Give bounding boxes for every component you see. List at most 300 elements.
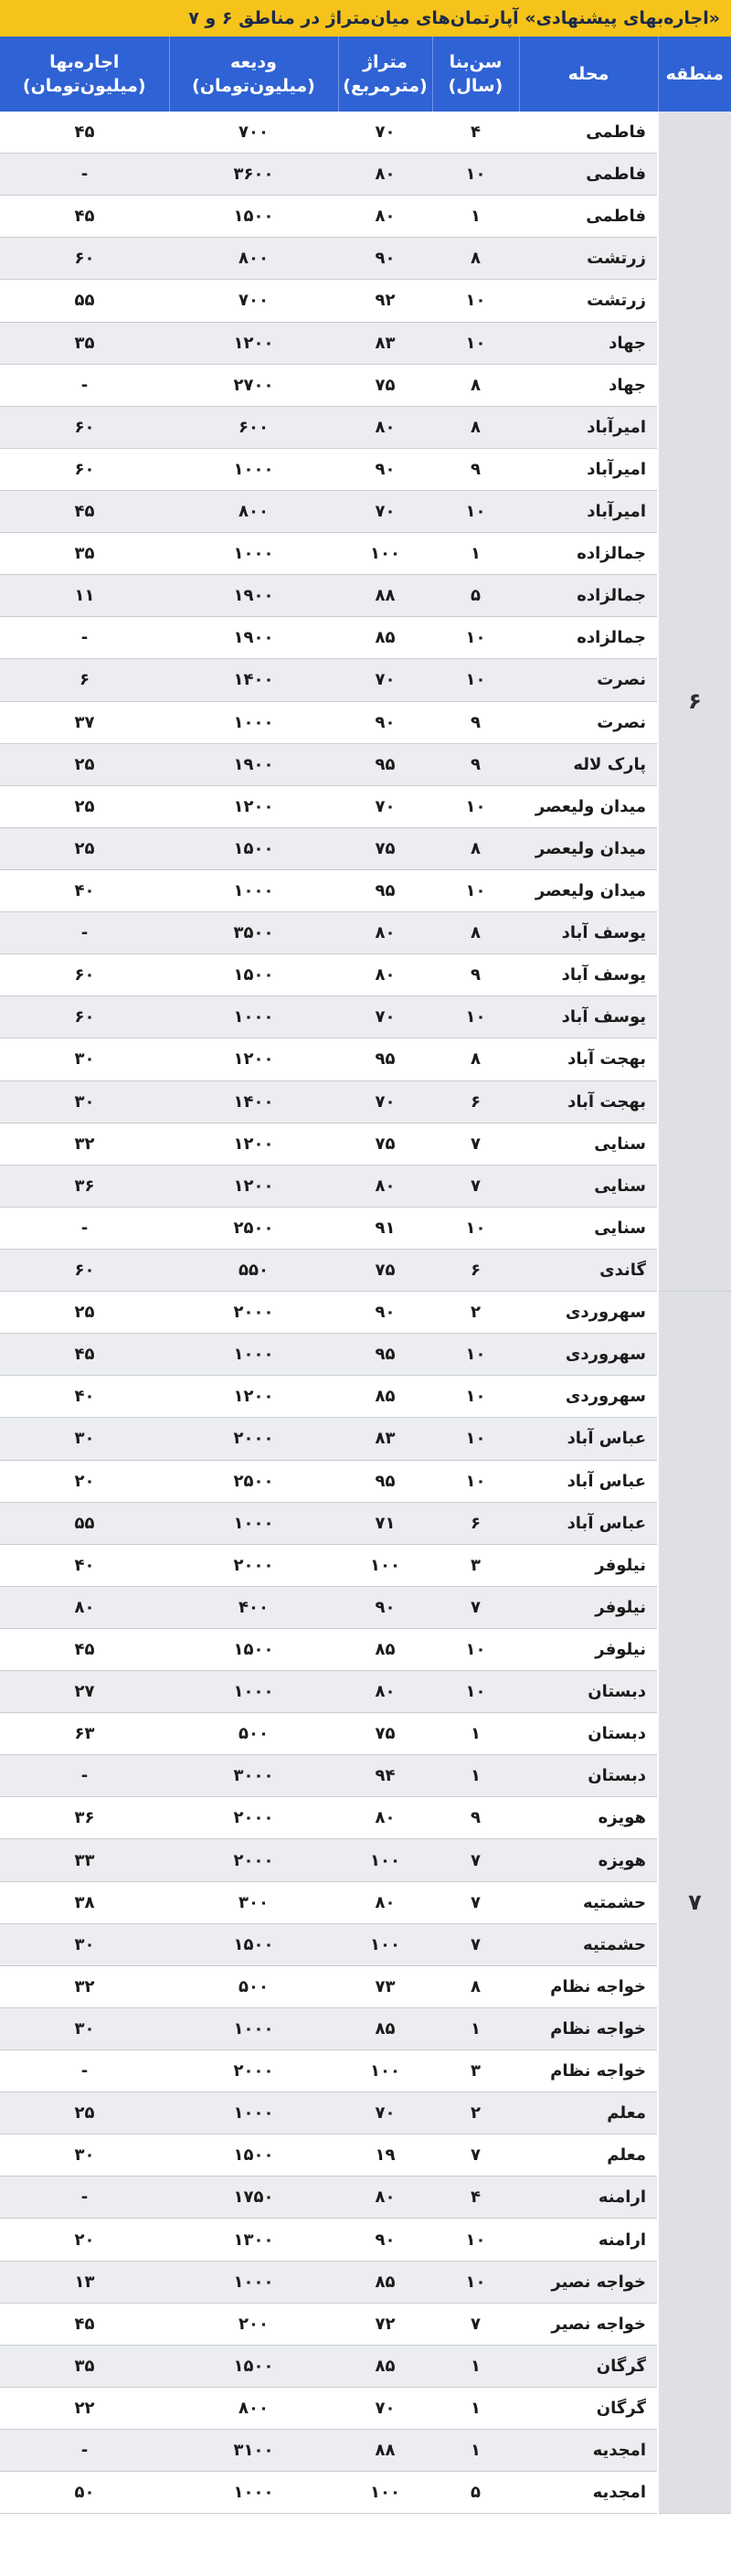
age-cell: ۱۰ — [432, 1334, 519, 1376]
neighborhood-cell: معلم — [519, 2134, 658, 2177]
age-cell: ۹ — [432, 701, 519, 743]
age-cell: ۱۰ — [432, 1418, 519, 1460]
neighborhood-cell: سنایی — [519, 1207, 658, 1249]
deposit-cell: ۲۰۰۰ — [169, 1292, 338, 1334]
deposit-cell: ۲۵۰۰ — [169, 1460, 338, 1502]
deposit-cell: ۱۳۰۰ — [169, 2219, 338, 2261]
area-cell: ۸۳ — [338, 1418, 432, 1460]
age-cell: ۸ — [432, 912, 519, 954]
deposit-cell: ۱۵۰۰ — [169, 827, 338, 869]
age-cell: ۱۰ — [432, 1376, 519, 1418]
area-cell: ۷۰ — [338, 996, 432, 1038]
deposit-cell: ۱۰۰۰ — [169, 996, 338, 1038]
area-cell: ۷۰ — [338, 659, 432, 701]
rent-cell: - — [0, 2430, 169, 2472]
table-row — [0, 912, 731, 954]
rent-cell: ۳۳ — [0, 1839, 169, 1881]
table-row — [0, 954, 731, 996]
rent-cell: - — [0, 1755, 169, 1797]
deposit-cell: ۷۰۰ — [169, 112, 338, 154]
neighborhood-cell: سهروردی — [519, 1376, 658, 1418]
table-row — [0, 490, 731, 532]
area-cell: ۱۰۰ — [338, 1923, 432, 1965]
neighborhood-cell: عباس آباد — [519, 1460, 658, 1502]
area-cell: ۸۵ — [338, 1376, 432, 1418]
deposit-cell: ۲۰۰۰ — [169, 2050, 338, 2092]
deposit-cell: ۱۲۰۰ — [169, 1165, 338, 1207]
neighborhood-cell: یوسف آباد — [519, 912, 658, 954]
neighborhood-cell: عباس آباد — [519, 1502, 658, 1544]
area-cell: ۹۰ — [338, 1586, 432, 1628]
age-cell: ۷ — [432, 1586, 519, 1628]
neighborhood-cell: دبستان — [519, 1713, 658, 1755]
neighborhood-cell: خواجه نظام — [519, 2007, 658, 2049]
area-cell: ۷۱ — [338, 1502, 432, 1544]
deposit-cell: ۲۰۰۰ — [169, 1839, 338, 1881]
table-row — [0, 617, 731, 659]
neighborhood-cell: ارامنه — [519, 2177, 658, 2219]
age-cell: ۹ — [432, 448, 519, 490]
region-cell: ۶ — [658, 112, 731, 1292]
deposit-cell: ۱۲۰۰ — [169, 1038, 338, 1080]
area-cell: ۷۰ — [338, 2387, 432, 2429]
table-row — [0, 2219, 731, 2261]
deposit-cell: ۱۲۰۰ — [169, 1123, 338, 1165]
age-cell: ۸ — [432, 364, 519, 406]
age-cell: ۹ — [432, 1797, 519, 1839]
rent-cell: ۵۵ — [0, 1502, 169, 1544]
neighborhood-cell: میدان ولیعصر — [519, 785, 658, 827]
neighborhood-cell: فاطمی — [519, 112, 658, 154]
rent-cell: ۳۰ — [0, 1080, 169, 1123]
age-cell: ۱۰ — [432, 996, 519, 1038]
neighborhood-cell: بهجت آباد — [519, 1038, 658, 1080]
table-row — [0, 2472, 731, 2514]
table-row — [0, 1080, 731, 1123]
neighborhood-cell: امیرآباد — [519, 490, 658, 532]
table-row — [0, 575, 731, 617]
area-cell: ۹۲ — [338, 280, 432, 322]
neighborhood-cell: معلم — [519, 2092, 658, 2134]
rent-cell: ۳۵ — [0, 2345, 169, 2387]
rent-cell: ۳۶ — [0, 1165, 169, 1207]
rent-cell: ۳۰ — [0, 1038, 169, 1080]
area-cell: ۸۰ — [338, 912, 432, 954]
deposit-cell: ۱۲۰۰ — [169, 322, 338, 364]
area-cell: ۹۰ — [338, 448, 432, 490]
area-cell: ۱۰۰ — [338, 1839, 432, 1881]
age-cell: ۶ — [432, 1080, 519, 1123]
deposit-cell: ۳۵۰۰ — [169, 912, 338, 954]
age-cell: ۷ — [432, 1839, 519, 1881]
rent-cell: ۶۰ — [0, 406, 169, 448]
neighborhood-cell: عباس آباد — [519, 1418, 658, 1460]
table-row — [0, 1123, 731, 1165]
table-row — [0, 827, 731, 869]
area-cell: ۱۰۰ — [338, 2472, 432, 2514]
age-cell: ۱۰ — [432, 1671, 519, 1713]
neighborhood-cell: میدان ولیعصر — [519, 827, 658, 869]
rent-cell: ۳۰ — [0, 2007, 169, 2049]
deposit-cell: ۱۰۰۰ — [169, 2472, 338, 2514]
age-cell: ۱۰ — [432, 322, 519, 364]
age-cell: ۵ — [432, 575, 519, 617]
area-cell: ۸۵ — [338, 2261, 432, 2303]
neighborhood-cell: امیرآباد — [519, 406, 658, 448]
table-row — [0, 659, 731, 701]
table-row — [0, 1334, 731, 1376]
rent-cell: ۳۰ — [0, 1418, 169, 1460]
table-body — [0, 112, 731, 2514]
area-cell: ۱۰۰ — [338, 533, 432, 575]
rent-cell: - — [0, 912, 169, 954]
neighborhood-cell: جمالزاده — [519, 575, 658, 617]
age-cell: ۱۰ — [432, 785, 519, 827]
neighborhood-cell: خواجه نصیر — [519, 2303, 658, 2345]
neighborhood-cell: گاندی — [519, 1249, 658, 1291]
rent-cell: - — [0, 154, 169, 196]
age-cell: ۹ — [432, 743, 519, 785]
area-cell: ۹۵ — [338, 1038, 432, 1080]
rent-cell: - — [0, 2050, 169, 2092]
age-cell: ۱۰ — [432, 154, 519, 196]
table-row — [0, 1839, 731, 1881]
age-cell: ۱ — [432, 1755, 519, 1797]
neighborhood-cell: پارک لاله — [519, 743, 658, 785]
rent-cell: ۱۱ — [0, 575, 169, 617]
neighborhood-cell: نیلوفر — [519, 1628, 658, 1670]
rent-cell: ۴۵ — [0, 112, 169, 154]
rent-cell: ۶۰ — [0, 996, 169, 1038]
rent-cell: ۴۵ — [0, 196, 169, 238]
table-row — [0, 1923, 731, 1965]
deposit-cell: ۱۹۰۰ — [169, 617, 338, 659]
age-cell: ۱۰ — [432, 2219, 519, 2261]
rent-cell: ۳۲ — [0, 1123, 169, 1165]
deposit-cell: ۱۹۰۰ — [169, 575, 338, 617]
deposit-cell: ۱۰۰۰ — [169, 448, 338, 490]
table-row — [0, 2430, 731, 2472]
deposit-cell: ۵۰۰ — [169, 1965, 338, 2007]
neighborhood-cell: سنایی — [519, 1165, 658, 1207]
area-cell: ۸۸ — [338, 575, 432, 617]
area-cell: ۸۰ — [338, 154, 432, 196]
area-cell: ۷۵ — [338, 364, 432, 406]
age-cell: ۱۰ — [432, 490, 519, 532]
age-cell: ۳ — [432, 2050, 519, 2092]
rent-cell: ۶۰ — [0, 238, 169, 280]
deposit-cell: ۲۵۰۰ — [169, 1207, 338, 1249]
neighborhood-cell: ارامنه — [519, 2219, 658, 2261]
table-row — [0, 406, 731, 448]
neighborhood-cell: زرتشت — [519, 238, 658, 280]
area-cell: ۹۰ — [338, 1292, 432, 1334]
table-row — [0, 1755, 731, 1797]
area-cell: ۷۵ — [338, 1249, 432, 1291]
title-banner — [0, 0, 731, 37]
table-row — [0, 1376, 731, 1418]
area-cell: ۹۵ — [338, 869, 432, 911]
age-cell: ۱ — [432, 533, 519, 575]
age-cell: ۱۰ — [432, 869, 519, 911]
area-cell: ۹۰ — [338, 2219, 432, 2261]
table-row — [0, 322, 731, 364]
table-row — [0, 2007, 731, 2049]
deposit-cell: ۱۰۰۰ — [169, 869, 338, 911]
rent-cell: ۱۳ — [0, 2261, 169, 2303]
area-cell: ۸۸ — [338, 2430, 432, 2472]
area-cell: ۹۴ — [338, 1755, 432, 1797]
table-row — [0, 2050, 731, 2092]
deposit-cell: ۵۵۰ — [169, 1249, 338, 1291]
deposit-cell: ۱۵۰۰ — [169, 954, 338, 996]
rent-cell: - — [0, 1207, 169, 1249]
deposit-cell: ۳۶۰۰ — [169, 154, 338, 196]
area-cell: ۱۹ — [338, 2134, 432, 2177]
table-row — [0, 2345, 731, 2387]
deposit-cell: ۱۵۰۰ — [169, 1628, 338, 1670]
area-cell: ۷۰ — [338, 2092, 432, 2134]
rent-cell: ۶۰ — [0, 448, 169, 490]
area-cell: ۸۰ — [338, 1881, 432, 1923]
table-row — [0, 996, 731, 1038]
area-cell: ۸۰ — [338, 1165, 432, 1207]
rent-cell: ۳۰ — [0, 1923, 169, 1965]
neighborhood-cell: گرگان — [519, 2387, 658, 2429]
age-cell: ۴ — [432, 2177, 519, 2219]
deposit-cell: ۱۵۰۰ — [169, 2134, 338, 2177]
table-row — [0, 869, 731, 911]
deposit-cell: ۱۹۰۰ — [169, 743, 338, 785]
age-cell: ۸ — [432, 406, 519, 448]
rent-cell: ۵۵ — [0, 280, 169, 322]
header-row — [0, 37, 731, 112]
neighborhood-cell: گرگان — [519, 2345, 658, 2387]
neighborhood-cell: خواجه نصیر — [519, 2261, 658, 2303]
deposit-cell: ۷۰۰ — [169, 280, 338, 322]
neighborhood-cell: هویزه — [519, 1839, 658, 1881]
rent-cell: ۴۵ — [0, 490, 169, 532]
table-row — [0, 785, 731, 827]
deposit-cell: ۱۷۵۰ — [169, 2177, 338, 2219]
rent-cell: - — [0, 2177, 169, 2219]
header-neighborhood: محله — [519, 37, 658, 112]
rent-cell: ۳۷ — [0, 701, 169, 743]
deposit-cell: ۱۲۰۰ — [169, 1376, 338, 1418]
rent-cell: ۲۵ — [0, 743, 169, 785]
age-cell: ۸ — [432, 238, 519, 280]
area-cell: ۹۰ — [338, 701, 432, 743]
area-cell: ۷۰ — [338, 112, 432, 154]
table-row — [0, 2134, 731, 2177]
area-cell: ۹۱ — [338, 1207, 432, 1249]
deposit-cell: ۱۰۰۰ — [169, 533, 338, 575]
age-cell: ۴ — [432, 112, 519, 154]
table-row — [0, 1165, 731, 1207]
area-cell: ۷۰ — [338, 785, 432, 827]
age-cell: ۷ — [432, 1881, 519, 1923]
table-row — [0, 364, 731, 406]
age-cell: ۶ — [432, 1502, 519, 1544]
age-cell: ۱ — [432, 2345, 519, 2387]
area-cell: ۷۵ — [338, 827, 432, 869]
age-cell: ۸ — [432, 1038, 519, 1080]
table-row — [0, 238, 731, 280]
rent-cell: ۴۰ — [0, 1376, 169, 1418]
rent-cell: ۲۲ — [0, 2387, 169, 2429]
deposit-cell: ۱۰۰۰ — [169, 701, 338, 743]
table-row — [0, 1713, 731, 1755]
deposit-cell: ۱۰۰۰ — [169, 1671, 338, 1713]
rent-cell: ۲۵ — [0, 827, 169, 869]
neighborhood-cell: دبستان — [519, 1671, 658, 1713]
table-row — [0, 743, 731, 785]
table-row — [0, 533, 731, 575]
table-row — [0, 1965, 731, 2007]
table-row — [0, 1671, 731, 1713]
rent-cell: ۴۰ — [0, 1544, 169, 1586]
neighborhood-cell: نیلوفر — [519, 1544, 658, 1586]
deposit-cell: ۳۱۰۰ — [169, 2430, 338, 2472]
deposit-cell: ۱۵۰۰ — [169, 196, 338, 238]
age-cell: ۷ — [432, 1165, 519, 1207]
rent-cell: ۳۲ — [0, 1965, 169, 2007]
age-cell: ۷ — [432, 2134, 519, 2177]
deposit-cell: ۳۰۰ — [169, 1881, 338, 1923]
area-cell: ۸۰ — [338, 406, 432, 448]
rent-cell: ۳۵ — [0, 533, 169, 575]
region-cell: ۷ — [658, 1292, 731, 2514]
deposit-cell: ۱۲۰۰ — [169, 785, 338, 827]
age-cell: ۱۰ — [432, 617, 519, 659]
table-row — [0, 2092, 731, 2134]
rent-cell: ۶۰ — [0, 954, 169, 996]
area-cell: ۷۵ — [338, 1713, 432, 1755]
header-age: سن‌بنا (سال) — [432, 37, 519, 112]
rent-cell: ۳۸ — [0, 1881, 169, 1923]
deposit-cell: ۱۰۰۰ — [169, 2261, 338, 2303]
table-row — [0, 701, 731, 743]
neighborhood-cell: امجدیه — [519, 2472, 658, 2514]
area-cell: ۸۵ — [338, 2345, 432, 2387]
table-row — [0, 2177, 731, 2219]
neighborhood-cell: فاطمی — [519, 154, 658, 196]
deposit-cell: ۲۷۰۰ — [169, 364, 338, 406]
rent-cell: ۴۵ — [0, 1334, 169, 1376]
neighborhood-cell: نیلوفر — [519, 1586, 658, 1628]
age-cell: ۱۰ — [432, 2261, 519, 2303]
table-row — [0, 1586, 731, 1628]
age-cell: ۱ — [432, 1713, 519, 1755]
neighborhood-cell: زرتشت — [519, 280, 658, 322]
table-row — [0, 1292, 731, 1334]
area-cell: ۸۰ — [338, 196, 432, 238]
rent-cell: ۴۵ — [0, 1628, 169, 1670]
table-row — [0, 1418, 731, 1460]
header-area: متراژ (مترمربع) — [338, 37, 432, 112]
deposit-cell: ۶۰۰ — [169, 406, 338, 448]
table-row — [0, 112, 731, 154]
rent-cell: ۶۳ — [0, 1713, 169, 1755]
age-cell: ۷ — [432, 1123, 519, 1165]
rent-cell: ۲۰ — [0, 1460, 169, 1502]
area-cell: ۱۰۰ — [338, 2050, 432, 2092]
header-deposit: ودیعه (میلیون‌تومان) — [169, 37, 338, 112]
deposit-cell: ۱۵۰۰ — [169, 2345, 338, 2387]
rent-cell: ۳۵ — [0, 322, 169, 364]
deposit-cell: ۸۰۰ — [169, 238, 338, 280]
table-row — [0, 280, 731, 322]
age-cell: ۲ — [432, 2092, 519, 2134]
age-cell: ۹ — [432, 954, 519, 996]
table-row — [0, 1249, 731, 1291]
rent-cell: - — [0, 617, 169, 659]
neighborhood-cell: میدان ولیعصر — [519, 869, 658, 911]
neighborhood-cell: حشمتیه — [519, 1923, 658, 1965]
deposit-cell: ۴۰۰ — [169, 1586, 338, 1628]
age-cell: ۷ — [432, 2303, 519, 2345]
age-cell: ۸ — [432, 827, 519, 869]
rent-cell: ۲۰ — [0, 2219, 169, 2261]
area-cell: ۸۰ — [338, 954, 432, 996]
deposit-cell: ۲۰۰۰ — [169, 1418, 338, 1460]
table-row — [0, 1797, 731, 1839]
age-cell: ۱ — [432, 2430, 519, 2472]
table-row — [0, 1628, 731, 1670]
deposit-cell: ۲۰۰۰ — [169, 1544, 338, 1586]
area-cell: ۷۰ — [338, 1080, 432, 1123]
neighborhood-cell: امیرآباد — [519, 448, 658, 490]
age-cell: ۷ — [432, 1923, 519, 1965]
age-cell: ۱۰ — [432, 1460, 519, 1502]
deposit-cell: ۲۰۰ — [169, 2303, 338, 2345]
rent-cell: ۲۵ — [0, 1292, 169, 1334]
area-cell: ۸۳ — [338, 322, 432, 364]
table-row — [0, 1038, 731, 1080]
rent-cell: ۸۰ — [0, 1586, 169, 1628]
neighborhood-cell: بهجت آباد — [519, 1080, 658, 1123]
age-cell: ۲ — [432, 1292, 519, 1334]
area-cell: ۸۰ — [338, 1797, 432, 1839]
neighborhood-cell: حشمتیه — [519, 1881, 658, 1923]
age-cell: ۱۰ — [432, 1207, 519, 1249]
table-row — [0, 196, 731, 238]
area-cell: ۸۵ — [338, 2007, 432, 2049]
table-row — [0, 1460, 731, 1502]
table-row — [0, 448, 731, 490]
table-row — [0, 2261, 731, 2303]
deposit-cell: ۱۴۰۰ — [169, 659, 338, 701]
age-cell: ۳ — [432, 1544, 519, 1586]
rent-cell: ۲۷ — [0, 1671, 169, 1713]
neighborhood-cell: نصرت — [519, 701, 658, 743]
neighborhood-cell: امجدیه — [519, 2430, 658, 2472]
neighborhood-cell: جهاد — [519, 322, 658, 364]
age-cell: ۱۰ — [432, 659, 519, 701]
header-region: منطقه — [658, 37, 731, 112]
deposit-cell: ۱۰۰۰ — [169, 1502, 338, 1544]
age-cell: ۵ — [432, 2472, 519, 2514]
neighborhood-cell: یوسف آباد — [519, 954, 658, 996]
area-cell: ۷۳ — [338, 1965, 432, 2007]
neighborhood-cell: خواجه نظام — [519, 1965, 658, 2007]
table-row — [0, 2387, 731, 2429]
neighborhood-cell: هویزه — [519, 1797, 658, 1839]
area-cell: ۷۵ — [338, 1123, 432, 1165]
area-cell: ۹۵ — [338, 1460, 432, 1502]
rent-cell: ۴۰ — [0, 869, 169, 911]
rent-table — [0, 37, 731, 2514]
